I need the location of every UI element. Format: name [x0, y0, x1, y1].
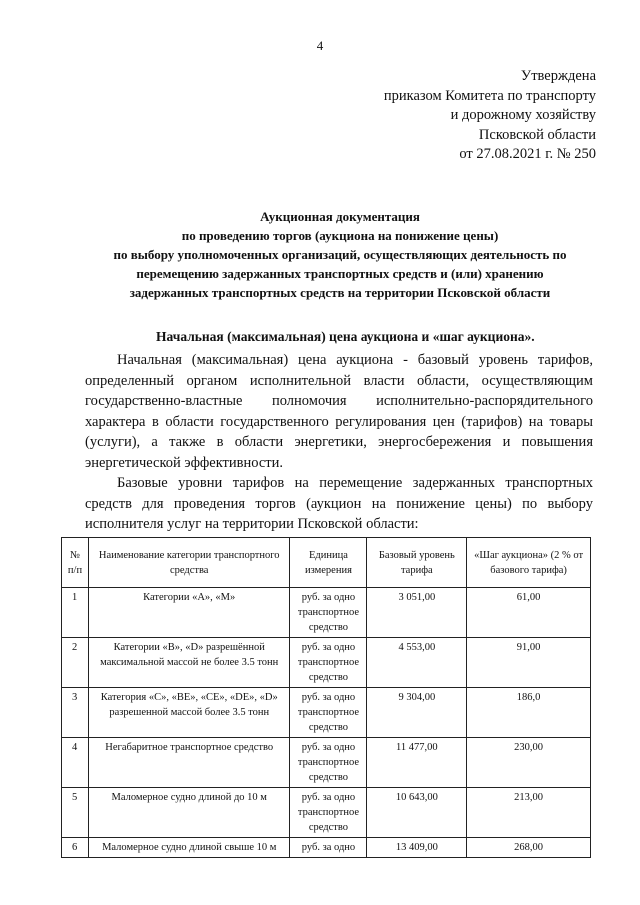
cell-num: 2 [62, 638, 89, 688]
approval-line: и дорожному хозяйству [450, 107, 596, 123]
page-number: 4 [316, 38, 324, 53]
paragraph-initial-price: Начальная (максимальная) цена аукциона - базовый уровень тарифов, определенный органом исполнительной власти области, осуществляющим государственно-властные полномочия исполнительно-распорядительного характера в области государственного регулирования цен (тарифов) на товары (услуги), а также в области энергетики, энергосбережения и повышения энергетической эффективности. [85, 352, 593, 471]
title-line: задержанных транспортных средств на территории Псковской области [129, 285, 551, 300]
cell-num: 5 [62, 788, 89, 838]
table-row [62, 638, 591, 688]
cell-category: Категории «B», «D» разрешённой максимальной массой не более 3.5 тонн [88, 638, 290, 688]
approval-line: Псковской области [478, 126, 596, 143]
cell-num: 3 [62, 688, 89, 738]
cell-base-tariff: 10 643,00 [367, 788, 467, 838]
tariff-table [61, 537, 591, 858]
table-row [62, 588, 591, 638]
document-title [40, 207, 640, 302]
cell-unit: руб. за одно транспортное средство [290, 638, 367, 688]
cell-base-tariff: 3 051,00 [367, 588, 467, 638]
approval-line: от 27.08.2021 г. № 250 [459, 146, 596, 162]
cell-unit: руб. за одно транспортное средство [290, 788, 367, 838]
cell-category: Маломерное судно длиной свыше 10 м [88, 838, 290, 858]
approval-line: Утверждена [520, 68, 596, 84]
cell-category: Категория «С», «ВЕ», «СЕ», «DE», «D» разрешенной массой более 3.5 тонн [88, 688, 290, 738]
body-text [85, 350, 593, 535]
title-line: перемещению задержанных транспортных средств и (или) хранению [136, 266, 544, 281]
cell-category: Категории «А», «М» [88, 588, 290, 638]
header-auction-step: «Шаг аукциона» (2 % от базового тарифа) [467, 538, 591, 588]
paragraph-base-tariffs: Базовые уровни тарифов на перемещение задержанных транспортных средств для проведения торгов (аукцион на понижение цены) по выбору исполнителя услуг на территории Псковской области: [85, 475, 593, 532]
cell-unit: руб. за одно [290, 838, 367, 858]
table-header-row [62, 538, 591, 588]
cell-unit: руб. за одно транспортное средство [290, 688, 367, 738]
cell-base-tariff: 11 477,00 [367, 738, 467, 788]
title-line: Аукционная документация [260, 209, 420, 224]
approval-line: приказом Комитета по транспорту [383, 87, 596, 104]
cell-unit: руб. за одно транспортное средство [290, 588, 367, 638]
table-row [62, 838, 591, 858]
cell-category: Маломерное судно длиной до 10 м [88, 788, 290, 838]
cell-category: Негабаритное транспортное средство [88, 738, 290, 788]
cell-num: 4 [62, 738, 89, 788]
table-row [62, 788, 591, 838]
cell-auction-step: 213,00 [467, 788, 591, 838]
cell-auction-step: 186,0 [467, 688, 591, 738]
cell-auction-step: 61,00 [467, 588, 591, 638]
cell-auction-step: 268,00 [467, 838, 591, 858]
table-row [62, 738, 591, 788]
cell-auction-step: 230,00 [467, 738, 591, 788]
cell-base-tariff: 13 409,00 [367, 838, 467, 858]
header-category: Наименование категории транспортного средства [88, 538, 290, 588]
cell-auction-step: 91,00 [467, 638, 591, 688]
title-line: по выбору уполномоченных организаций, осуществляющих деятельность по [113, 247, 567, 262]
cell-unit: руб. за одно транспортное средство [290, 738, 367, 788]
header-base-tariff: Базовый уровень тарифа [367, 538, 467, 588]
header-unit: Единица измерения [290, 538, 367, 588]
cell-base-tariff: 4 553,00 [367, 638, 467, 688]
approval-block [384, 67, 596, 165]
cell-num: 1 [62, 588, 89, 638]
cell-num: 6 [62, 838, 89, 858]
cell-base-tariff: 9 304,00 [367, 688, 467, 738]
header-num: № п/п [62, 538, 89, 588]
title-line: по проведению торгов (аукциона на понижение цены) [181, 228, 499, 243]
section-heading: Начальная (максимальная) цена аукциона и «шаг аукциона». [156, 329, 535, 344]
table-row [62, 688, 591, 738]
